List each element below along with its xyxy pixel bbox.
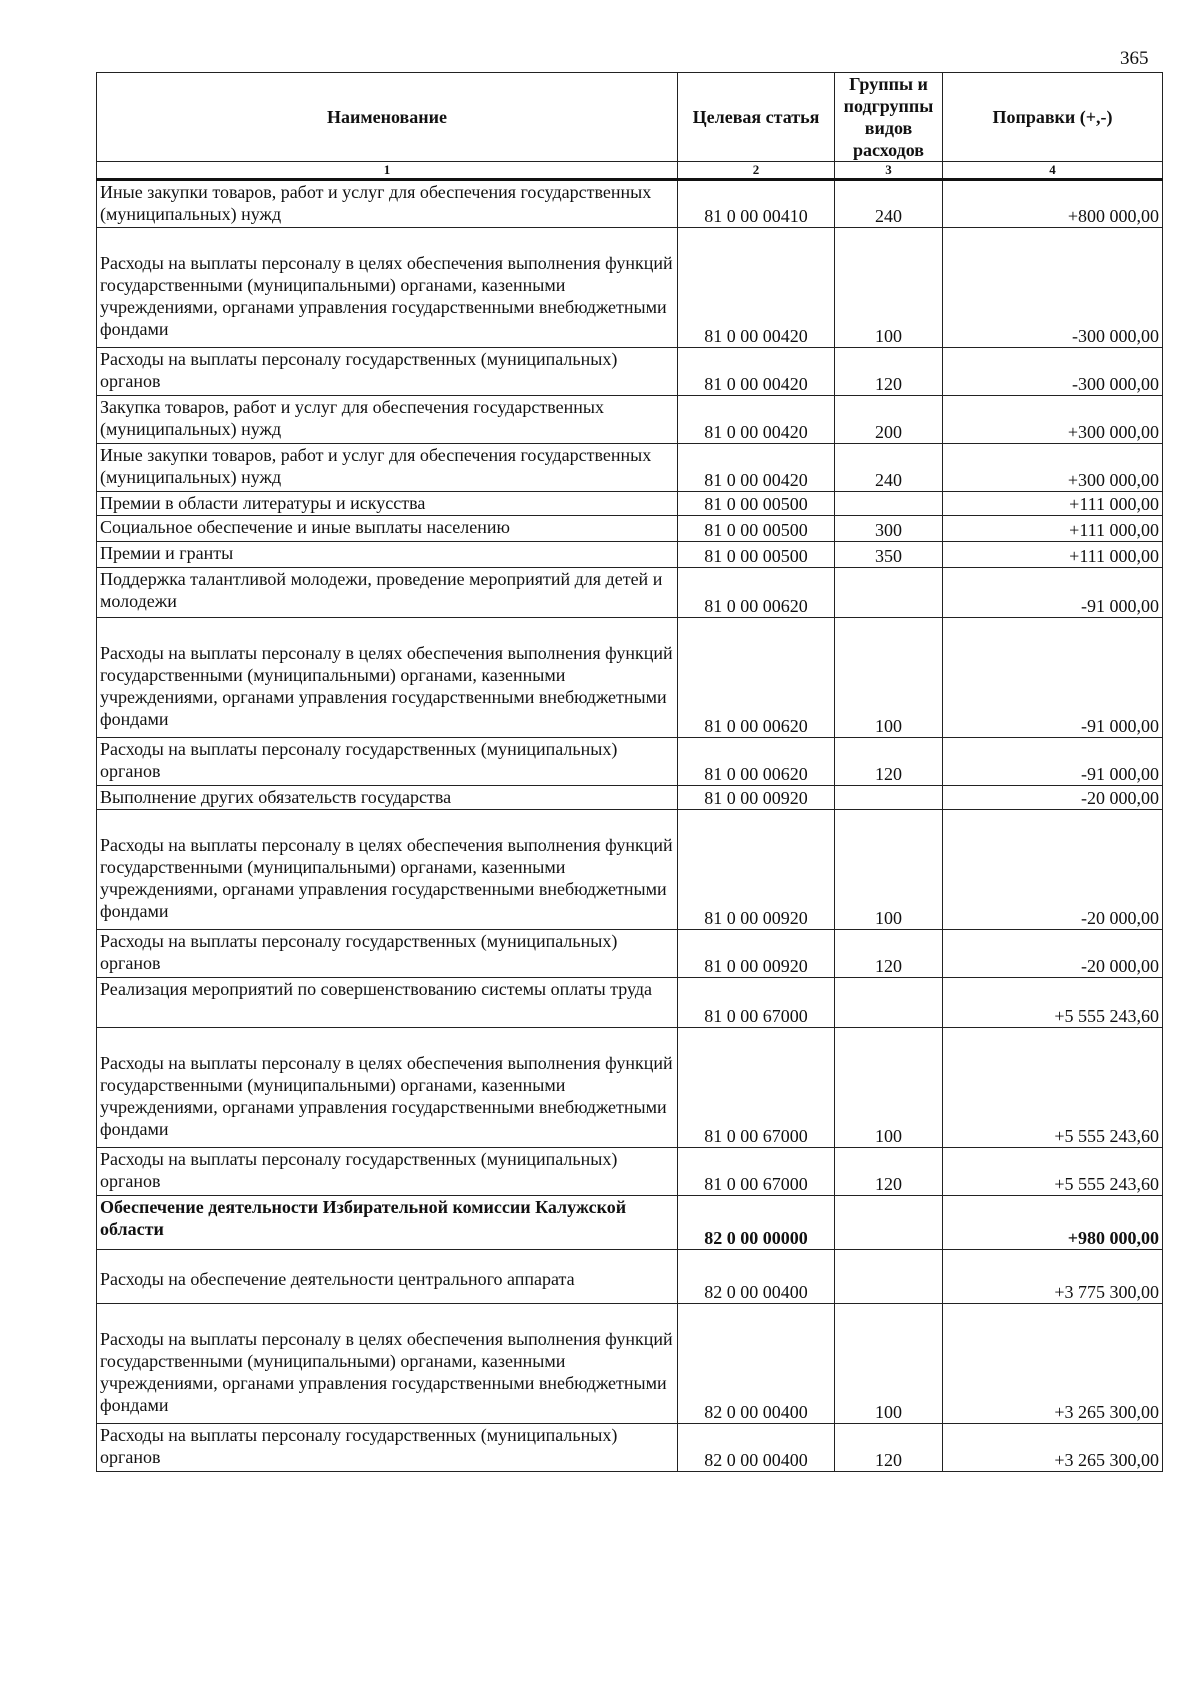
row-group: 120 xyxy=(835,930,943,978)
header-amendments: Поправки (+,-) xyxy=(943,73,1163,162)
row-group: 350 xyxy=(835,542,943,568)
row-amount: +3 265 300,00 xyxy=(943,1424,1163,1472)
column-number: 4 xyxy=(943,162,1163,180)
row-amount: -20 000,00 xyxy=(943,930,1163,978)
row-name: Премии в области литературы и искусства xyxy=(97,492,678,516)
row-group: 120 xyxy=(835,1424,943,1472)
row-amount: +5 555 243,60 xyxy=(943,1148,1163,1196)
row-name: Премии и гранты xyxy=(97,542,678,568)
row-code: 81 0 00 00500 xyxy=(678,516,835,542)
row-amount: +980 000,00 xyxy=(943,1196,1163,1250)
header-expense-groups: Группы и подгруппы видов расходов xyxy=(835,73,943,162)
row-name: Поддержка талантливой молодежи, проведение мероприятий для детей и молодежи xyxy=(97,568,678,618)
table-row xyxy=(97,810,1163,930)
page-number: 365 xyxy=(1120,48,1149,69)
header-column-numbers xyxy=(97,162,1163,180)
row-amount: +111 000,00 xyxy=(943,542,1163,568)
header-target-article: Целевая статья xyxy=(678,73,835,162)
row-name: Расходы на выплаты персоналу государственных (муниципальных) органов xyxy=(97,348,678,396)
row-group: 100 xyxy=(835,810,943,930)
table-row xyxy=(97,738,1163,786)
row-name: Расходы на выплаты персоналу государственных (муниципальных) органов xyxy=(97,1424,678,1472)
row-amount: -91 000,00 xyxy=(943,568,1163,618)
row-code: 81 0 00 00420 xyxy=(678,444,835,492)
row-group: 300 xyxy=(835,516,943,542)
row-amount: +111 000,00 xyxy=(943,516,1163,542)
row-code: 82 0 00 00400 xyxy=(678,1250,835,1304)
row-amount: +111 000,00 xyxy=(943,492,1163,516)
row-code: 81 0 00 00420 xyxy=(678,396,835,444)
table-row xyxy=(97,542,1163,568)
row-name: Иные закупки товаров, работ и услуг для обеспечения государственных (муниципальных) нужд xyxy=(97,180,678,228)
row-name: Расходы на выплаты персоналу в целях обеспечения выполнения функций государственными (муниципальными) органами, казенными учреждениями, органами управления государственными внебюджетными фондами xyxy=(97,1028,678,1148)
row-group: 100 xyxy=(835,618,943,738)
row-group xyxy=(835,568,943,618)
row-amount: +300 000,00 xyxy=(943,444,1163,492)
table-row xyxy=(97,180,1163,228)
row-name: Расходы на обеспечение деятельности центрального аппарата xyxy=(97,1250,678,1304)
table-row xyxy=(97,568,1163,618)
row-code: 81 0 00 00620 xyxy=(678,738,835,786)
row-group xyxy=(835,1196,943,1250)
table-header xyxy=(97,73,1163,180)
row-amount: -300 000,00 xyxy=(943,348,1163,396)
row-name: Расходы на выплаты персоналу в целях обеспечения выполнения функций государственными (муниципальными) органами, казенными учреждениями, органами управления государственными внебюджетными фондами xyxy=(97,618,678,738)
table-row xyxy=(97,618,1163,738)
row-amount: -91 000,00 xyxy=(943,738,1163,786)
row-group: 120 xyxy=(835,348,943,396)
row-group xyxy=(835,1250,943,1304)
row-name: Расходы на выплаты персоналу в целях обеспечения выполнения функций государственными (муниципальными) органами, казенными учреждениями, органами управления государственными внебюджетными фондами xyxy=(97,810,678,930)
table-row-section xyxy=(97,1196,1163,1250)
table-row xyxy=(97,1250,1163,1304)
row-code: 81 0 00 00920 xyxy=(678,930,835,978)
row-group: 100 xyxy=(835,228,943,348)
row-amount: -91 000,00 xyxy=(943,618,1163,738)
row-amount: +3 265 300,00 xyxy=(943,1304,1163,1424)
row-amount: +800 000,00 xyxy=(943,180,1163,228)
row-group: 100 xyxy=(835,1028,943,1148)
row-code: 81 0 00 00410 xyxy=(678,180,835,228)
row-code: 82 0 00 00400 xyxy=(678,1424,835,1472)
row-amount: +300 000,00 xyxy=(943,396,1163,444)
row-code: 81 0 00 67000 xyxy=(678,1148,835,1196)
row-code: 82 0 00 00400 xyxy=(678,1304,835,1424)
row-code: 81 0 00 00920 xyxy=(678,786,835,810)
row-group: 120 xyxy=(835,738,943,786)
table-row xyxy=(97,348,1163,396)
table-row xyxy=(97,930,1163,978)
table-row xyxy=(97,492,1163,516)
row-group: 200 xyxy=(835,396,943,444)
table-row xyxy=(97,978,1163,1028)
header-name: Наименование xyxy=(97,73,678,162)
row-name: Обеспечение деятельности Избирательной комиссии Калужской области xyxy=(97,1196,678,1250)
table-row xyxy=(97,444,1163,492)
row-code: 81 0 00 00620 xyxy=(678,568,835,618)
row-amount: +5 555 243,60 xyxy=(943,1028,1163,1148)
row-code: 81 0 00 00420 xyxy=(678,228,835,348)
row-group: 120 xyxy=(835,1148,943,1196)
row-amount: +3 775 300,00 xyxy=(943,1250,1163,1304)
row-code: 81 0 00 67000 xyxy=(678,978,835,1028)
table-row xyxy=(97,1028,1163,1148)
table-row xyxy=(97,396,1163,444)
row-amount: -20 000,00 xyxy=(943,810,1163,930)
row-name: Расходы на выплаты персоналу в целях обеспечения выполнения функций государственными (муниципальными) органами, казенными учреждениями, органами управления государственными внебюджетными фондами xyxy=(97,228,678,348)
row-name: Закупка товаров, работ и услуг для обеспечения государственных (муниципальных) нужд xyxy=(97,396,678,444)
column-number: 1 xyxy=(97,162,678,180)
row-code: 81 0 00 00500 xyxy=(678,542,835,568)
row-code: 81 0 00 00420 xyxy=(678,348,835,396)
row-group: 240 xyxy=(835,444,943,492)
row-code: 81 0 00 00920 xyxy=(678,810,835,930)
table-row xyxy=(97,786,1163,810)
row-name: Выполнение других обязательств государства xyxy=(97,786,678,810)
column-number: 2 xyxy=(678,162,835,180)
row-code: 81 0 00 67000 xyxy=(678,1028,835,1148)
row-name: Иные закупки товаров, работ и услуг для обеспечения государственных (муниципальных) нужд xyxy=(97,444,678,492)
row-name: Расходы на выплаты персоналу государственных (муниципальных) органов xyxy=(97,738,678,786)
row-name: Расходы на выплаты персоналу государственных (муниципальных) органов xyxy=(97,1148,678,1196)
row-name: Расходы на выплаты персоналу государственных (муниципальных) органов xyxy=(97,930,678,978)
row-group: 240 xyxy=(835,180,943,228)
column-number: 3 xyxy=(835,162,943,180)
row-group xyxy=(835,492,943,516)
row-code: 81 0 00 00500 xyxy=(678,492,835,516)
row-name: Реализация мероприятий по совершенствованию системы оплаты труда xyxy=(97,978,678,1028)
table-row xyxy=(97,1148,1163,1196)
table-row xyxy=(97,516,1163,542)
row-code: 82 0 00 00000 xyxy=(678,1196,835,1250)
row-name: Расходы на выплаты персоналу в целях обеспечения выполнения функций государственными (муниципальными) органами, казенными учреждениями, органами управления государственными внебюджетными фондами xyxy=(97,1304,678,1424)
row-amount: -20 000,00 xyxy=(943,786,1163,810)
row-amount: -300 000,00 xyxy=(943,228,1163,348)
row-group: 100 xyxy=(835,1304,943,1424)
row-code: 81 0 00 00620 xyxy=(678,618,835,738)
row-group xyxy=(835,978,943,1028)
row-amount: +5 555 243,60 xyxy=(943,978,1163,1028)
table-row xyxy=(97,1304,1163,1424)
table-row xyxy=(97,228,1163,348)
table-row xyxy=(97,1424,1163,1472)
row-name: Социальное обеспечение и иные выплаты населению xyxy=(97,516,678,542)
row-group xyxy=(835,786,943,810)
budget-table xyxy=(96,72,1163,1472)
